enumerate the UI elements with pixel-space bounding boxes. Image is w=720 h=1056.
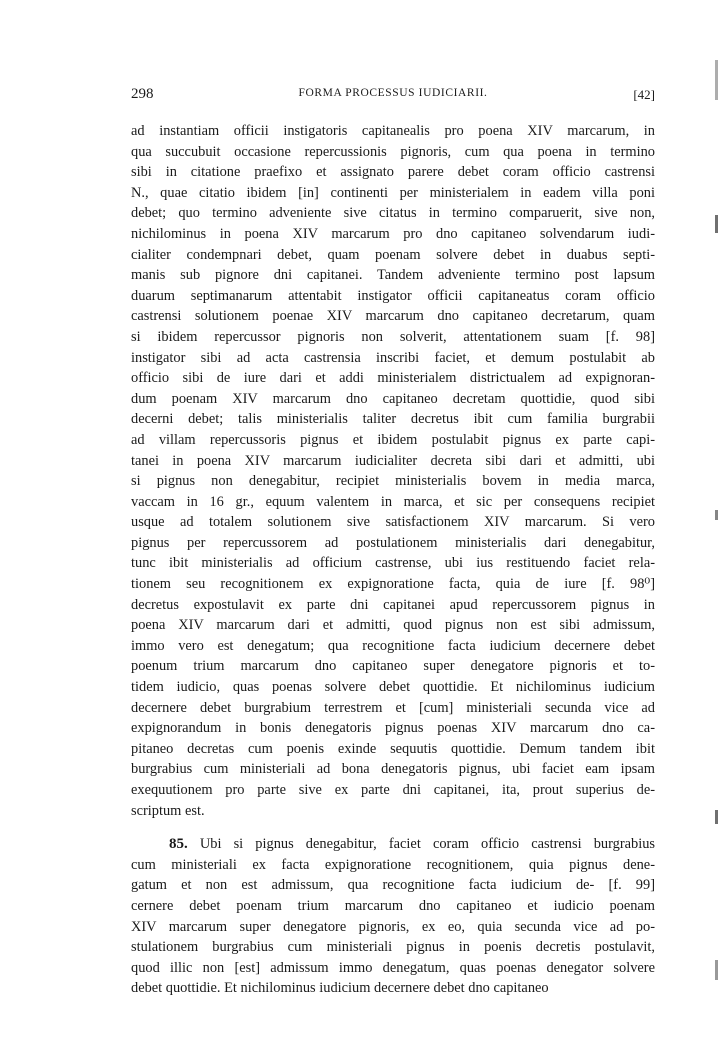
- line-text: qua succubuit occasione repercussionis pignoris, cum qua poena in termino: [131, 143, 655, 160]
- running-head: [131, 86, 655, 106]
- text-line: [131, 368, 655, 389]
- line-text: sibi in citatione praefixo et assignato parere debet coram officio castrensi: [131, 164, 655, 181]
- text-line: [131, 451, 655, 472]
- text-line: [131, 389, 655, 410]
- line-text: tunc ibit ministerialis ad officium castrense, ubi ius restituendo faciet rela-: [131, 555, 655, 572]
- text-line: [131, 636, 655, 657]
- line-text: duarum septimanarum attentabit instigator officii capitaneatus coram officio: [131, 287, 655, 304]
- page-number: 298: [131, 86, 154, 102]
- line-text: tidem iudicio, quas poenas solvere debet quottidie. Et nichilominus iudicium: [131, 679, 655, 696]
- line-text: expignorandum in bonis denegatoris pignus poenas XIV marcarum dno ca-: [131, 720, 655, 737]
- text-line: [131, 512, 655, 533]
- text-line: [131, 409, 655, 430]
- scan-edge-mark: [715, 810, 718, 824]
- text-line: [131, 917, 655, 938]
- scan-edge-mark: [715, 60, 718, 100]
- text-line: [131, 492, 655, 513]
- line-text: burgrabius cum ministeriali ad bona denegatoris pignus, ubi faciet eam ipsam: [131, 761, 655, 778]
- text-line: [131, 286, 655, 307]
- line-text: cum ministeriali ex facta expignoratione recognitionem, quia pignus dene-: [131, 856, 655, 873]
- text-line: [131, 245, 655, 266]
- paragraph-gap: [131, 821, 655, 834]
- text-line: [131, 834, 655, 855]
- text-line: [131, 203, 655, 224]
- text-line: [131, 718, 655, 739]
- text-line: [131, 183, 655, 204]
- paragraph-number: 85.: [169, 836, 188, 853]
- text-line: [131, 306, 655, 327]
- line-text: scriptum est.: [131, 802, 205, 819]
- text-line: [131, 978, 655, 999]
- text-line: [131, 801, 655, 822]
- line-text: immo vero est denegatum; qua recognitione facta iudicium decernere debet: [131, 637, 655, 654]
- line-text: officio sibi de iure dari et addi ministerialem districtualem ad expignoran-: [131, 370, 655, 387]
- line-text: debet quottidie. Et nichilominus iudicium decernere debet dno capitaneo: [131, 980, 549, 997]
- line-text: dum poenam XIV marcarum dno capitaneo decretam quottidie, quod sibi: [131, 390, 655, 407]
- line-text: manis sub pignore dni capitanei. Tandem adveniente termino post lapsum: [131, 267, 655, 284]
- line-text: exequutionem pro parte sive ex parte dni capitanei, ita, prout superius de-: [131, 782, 655, 798]
- line-text: quod illic non [est] admissum immo denegatum, quas poenas denegator solvere: [131, 959, 655, 976]
- text-line: [131, 615, 655, 636]
- text-line: [131, 656, 655, 677]
- line-text: tionem seu recognitionem ex expignoratione facta, quia de iure [f. 98⁰]: [131, 576, 655, 593]
- text-line: [131, 162, 655, 183]
- text-line: [131, 430, 655, 451]
- line-text: instigator sibi ad acta castrensia inscribi faciet, et demum postulabit ab: [131, 349, 655, 366]
- line-text: tanei in poena XIV marcarum iudicialiter decreta sibi dari et admitti, ubi: [131, 452, 655, 469]
- paragraph: [131, 121, 655, 821]
- line-text: gatum et non est admissum, qua recognitione facta iudicium de- [f. 99]: [131, 877, 655, 894]
- scan-edge-mark: [715, 510, 718, 520]
- line-text: si pignus non denegabitur, recipiet ministerialis bovem in media marca,: [131, 473, 655, 490]
- line-text: XIV marcarum super denegatore pignoris, ex eo, quia secunda vice ad po-: [131, 918, 655, 935]
- text-line: [131, 739, 655, 760]
- text-line: [131, 677, 655, 698]
- line-text: decerni debet; talis ministerialis taliter decretus ibit cum familia burgrabii: [131, 411, 655, 428]
- line-text: vaccam in 16 gr., equum valentem in marca, et sic per consequens recipiet: [131, 493, 655, 510]
- line-text: poena XIV marcarum dari et admitti, quod pignus non est sibi admissum,: [131, 617, 655, 634]
- text-line: [131, 265, 655, 286]
- text-line: [131, 224, 655, 245]
- line-text: castrensi solutionem poenae XIV marcarum dno capitaneo decretarum, quam: [131, 308, 655, 325]
- line-text: decretus expostulavit ex parte dni capitanei apud repercussorem pignus in: [131, 596, 655, 613]
- text-line: [131, 759, 655, 780]
- scan-edge-mark: [715, 215, 718, 233]
- text-line: [131, 574, 655, 595]
- text-line: [131, 553, 655, 574]
- text-line: [131, 121, 655, 142]
- text-line: [131, 780, 655, 801]
- text-line: [131, 348, 655, 369]
- line-text: debet; quo termino adveniente sive citatus in termino comparuerit, sive non,: [131, 205, 655, 222]
- line-text: si ibidem repercussor pignoris non solverit, attentationem suam [f. 98]: [131, 328, 655, 345]
- main-text: [131, 121, 655, 999]
- line-text: Ubi si pignus denegabitur, faciet coram officio castrensi burgrabius: [199, 836, 655, 853]
- text-line: [131, 533, 655, 554]
- text-line: [131, 855, 655, 876]
- folio-reference: [42]: [633, 87, 655, 102]
- line-text: ad instantiam officii instigatoris capitanealis pro poena XIV marcarum, in: [131, 123, 655, 139]
- line-text: N., quae citatio ibidem [in] continenti per ministerialem in eadem villa poni: [131, 184, 655, 201]
- text-line: [131, 937, 655, 958]
- text-line: [131, 327, 655, 348]
- text-line: [131, 142, 655, 163]
- text-line: [131, 595, 655, 616]
- running-title: FORMA PROCESSUS IUDICIARII.: [298, 87, 488, 99]
- line-text: poenum trium marcarum dno capitaneo super denegatore pignoris et to-: [131, 658, 655, 675]
- line-text: usque ad totalem solutionem sive satisfactionem XIV marcarum. Si vero: [131, 514, 655, 531]
- line-text: cialiter condempnari debet, quam poenam solvere debet in duabus septi-: [131, 246, 655, 263]
- scan-edge-mark: [715, 960, 718, 980]
- line-text: stulationem burgrabius cum ministeriali pignus in poenis decretis postulavit,: [131, 939, 655, 956]
- text-line: [131, 896, 655, 917]
- text-line: [131, 471, 655, 492]
- line-text: decernere debet burgrabium terrestrem et [cum] ministeriali secunda vice ad: [131, 699, 655, 716]
- line-text: ad villam repercussoris pignus et ibidem postulabit pignus ex parte capi-: [131, 431, 655, 448]
- paragraph-85: [131, 834, 655, 999]
- line-text: nichilominus in poena XIV marcarum pro dno capitaneo solvendarum iudi-: [131, 225, 655, 242]
- text-line: [131, 698, 655, 719]
- line-text: cernere debet poenam trium marcarum dno capitaneo et iudicio poenam: [131, 897, 655, 914]
- text-line: [131, 958, 655, 979]
- text-line: [131, 875, 655, 896]
- line-text: pitaneo decretas cum poenis exinde sequutis quottidie. Demum tandem ibit: [131, 740, 655, 757]
- line-text: pignus per repercussorem ad postulationem ministerialis dari denegabitur,: [131, 534, 655, 551]
